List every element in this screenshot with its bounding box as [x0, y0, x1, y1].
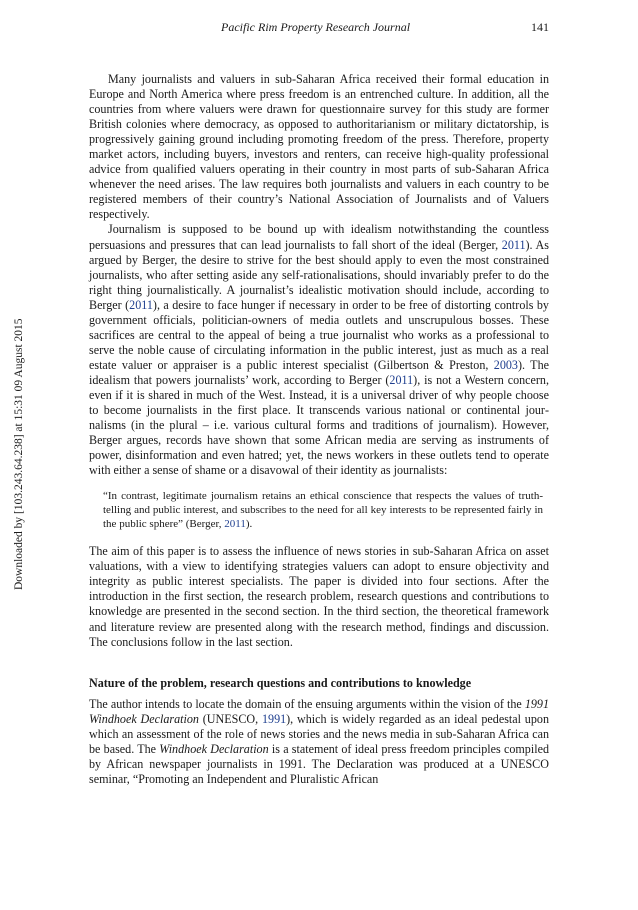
quote-text: “In contrast, legitimate journalism retains an ethical conscience that respects the values of truth-telling and public interest, and subscribes to the need for all key interests to be represented fairly in the public sphere” (Berger, [103, 490, 543, 531]
section-heading: Nature of the problem, research questions and contributions to knowledge [89, 675, 472, 690]
italic-title: Windhoek Declaration [159, 741, 269, 756]
quote-text: ). [245, 518, 253, 531]
text-run: ). As argued by Berger, the desire to strive for the best should apply to even the most constrained journalists, who after setting aside any self-rationalisations, should invariably prefer to do the right thing journalistically. A journalist’s idealistic motivation should include, according to Berger ( [89, 237, 549, 312]
citation-link[interactable]: 1991 [261, 711, 287, 726]
citation-link[interactable]: 2011 [129, 297, 153, 312]
page-number: 141 [531, 20, 549, 34]
text-run: ), which is widely regarded as an ideal pedestal upon which an assessment of the role of news stories and the news media in sub-Saharan Africa can be based. The [89, 711, 549, 756]
citation-link[interactable]: 2011 [224, 518, 246, 531]
journal-title: Pacific Rim Property Research Journal [221, 20, 411, 34]
article-body [89, 72, 549, 787]
citation-link[interactable]: 2011 [501, 237, 526, 252]
text-run: Journalism is supposed to be bound up with idealism notwithstanding the countless persuasions and pressures that can lead journalists to fall short of the ideal (Berger, [89, 222, 549, 252]
italic-title: 1991 Windhoek Declaration [89, 696, 549, 726]
running-header [89, 20, 549, 36]
paragraph-2 [89, 222, 549, 478]
download-note: Downloaded by [103.243.64.238] at 15:31 09 August 2015 [13, 318, 25, 590]
block-quote [103, 489, 543, 531]
text-run: ). The idealism that powers journalists’ work, according to Berger ( [89, 357, 549, 387]
download-watermark [3, 300, 25, 590]
text-run: is a statement of ideal press freedom principles compiled by African newspaper journalists in 1991. The Declaration was produced at a UNESCO seminar, “Promoting an Independent and Pluralistic African [89, 741, 549, 786]
text-run: ), a desire to face hunger if necessary in order to be free of distorting controls by government officials, politician-owners of media outlets and unscrupulous bosses. These sacrifices are central to the appeal of being a true journalist who works as a professional to serve the noble cause of circulating information in the public interest, just as much as a real estate valuer or appraiser is a public interest specialist (Gilbertson & Preston, [89, 297, 549, 372]
paragraph-3: The aim of this paper is to assess the influence of news stories in sub-Saharan Africa on asset valuations, with a view to identifying strategies valuers can adopt to ensure objectivity and integrity as public interest specialists. The paper is divided into four sections. After the introduction in the first section, the research problem, research questions and contributions to knowledge are presented in the second section. In the third section, the theoretical framework and literature review are presented along with the research method, findings and discussion. The conclusions follow in the last section. [89, 544, 549, 649]
citation-link[interactable]: 2003 [493, 357, 518, 372]
paragraph-1: Many journalists and valuers in sub-Saharan Africa received their formal education in Europe and North America where press freedom is an entrenched culture. In addition, all the countries from where valuers were drawn for questionnaire survey for this study are former British colonies where democracy, as opposed to authoritarianism or military dictatorship, is progressively gaining ground including promoting freedom of the press. Therefore, property market actors, including buyers, investors and renters, can receive high-quality professional advice from qualified valuers operating in their country in most parts of sub-Saharan Africa whenever the need arises. The law requires both journalists and valuers in each country to be registered members of their country’s National Association of Journalists and of Valuers respectively. [89, 72, 549, 222]
text-run: ), is not a Western concern, even if it is shared in much of the West. Instead, it is a universal driver of why people choose to become journalists in the first place. It transcends various national or continental journalisms (in the plural – i.e. various cultural forms and traditions of journalism). However, Berger argues, records have shown that some African media are serving as instruments of power, disinformation and even hatred; yet, the news workers in these outlets tend to operate with either a sense of shame or a disavowal of their identity as journalists: [89, 372, 549, 478]
text-run: The author intends to locate the domain of the ensuing arguments within the vision of the [89, 696, 525, 711]
citation-link[interactable]: 2011 [389, 372, 414, 387]
paragraph-4 [89, 697, 549, 787]
text-run: (UNESCO, [198, 711, 262, 726]
